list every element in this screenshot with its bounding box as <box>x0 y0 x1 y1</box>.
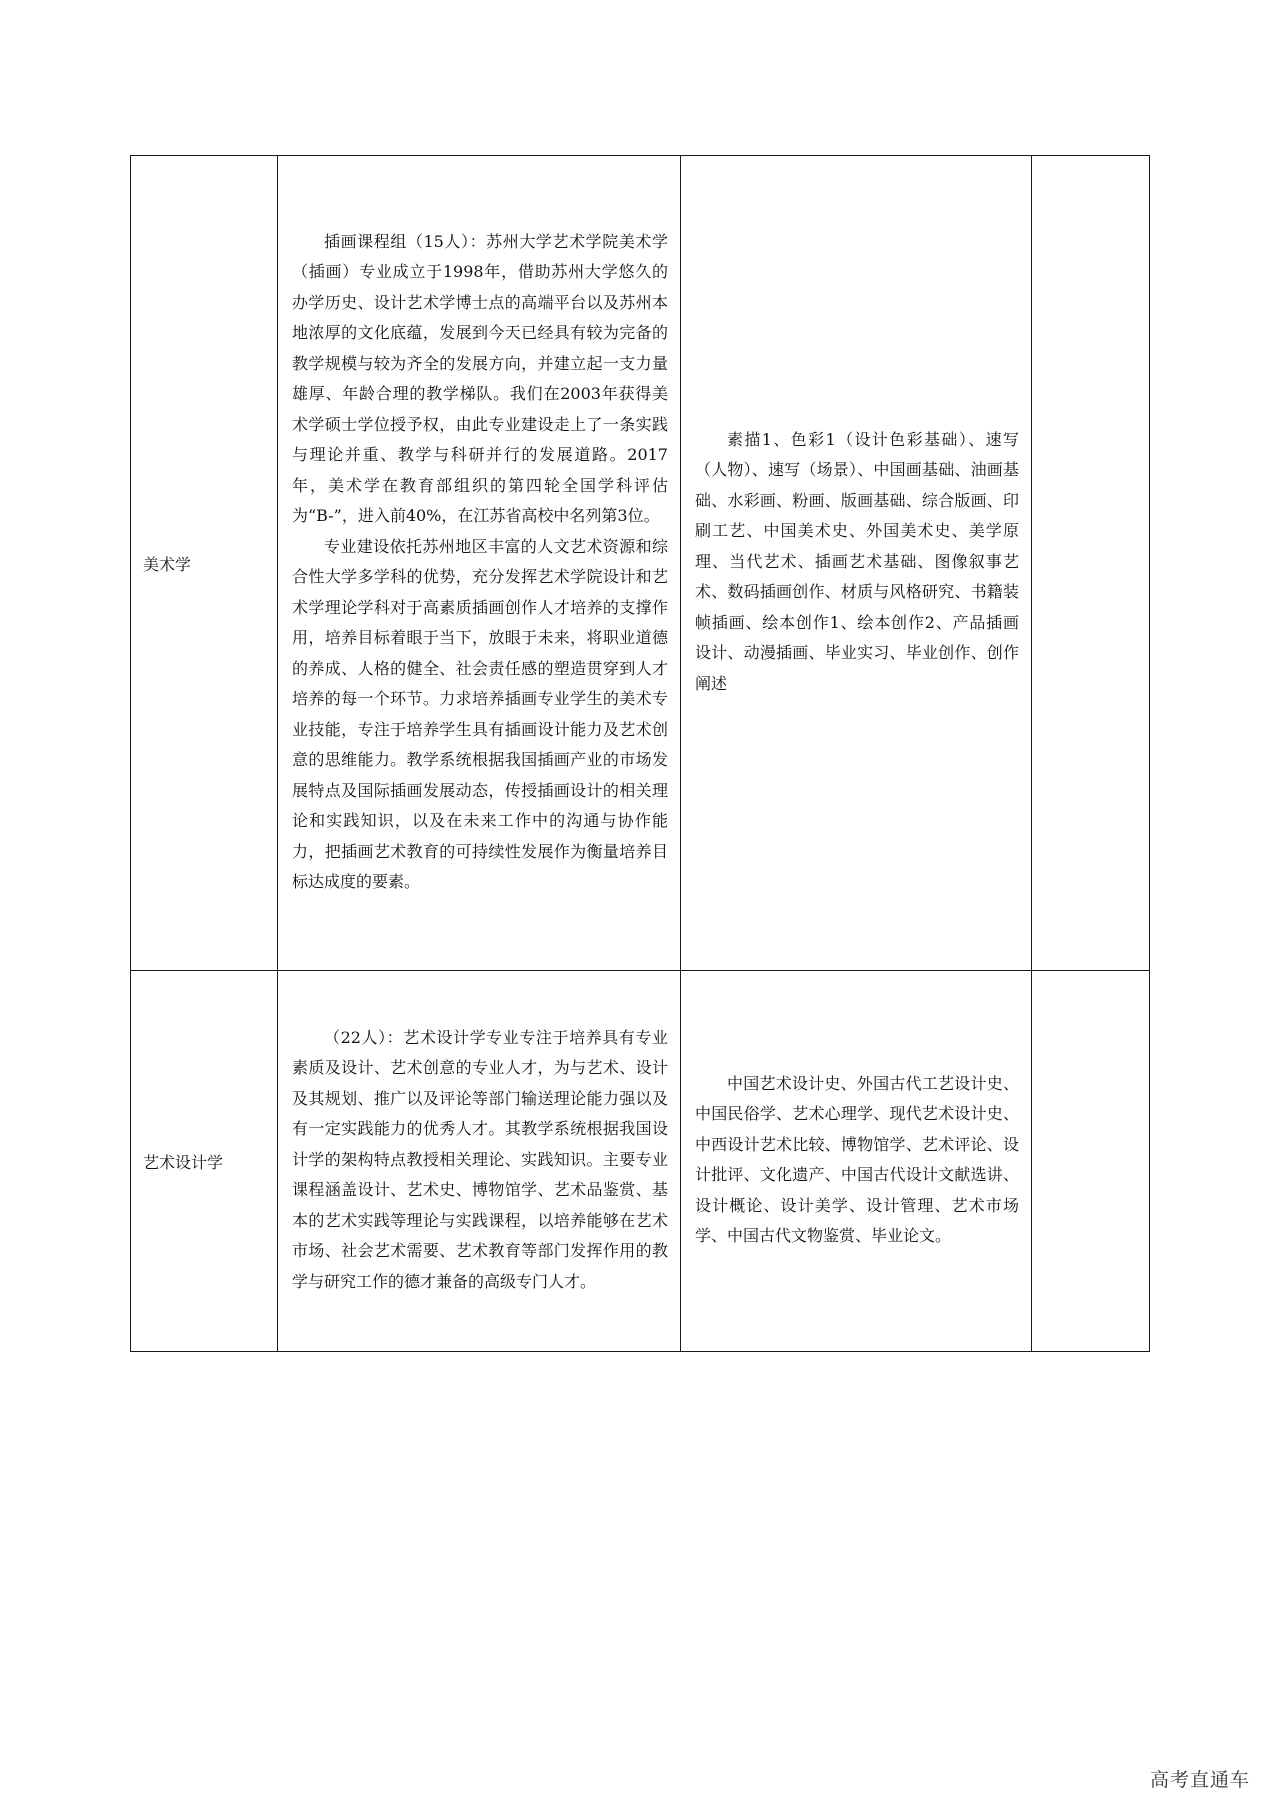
description-paragraph: 专业建设依托苏州地区丰富的人文艺术资源和综合性大学多学科的优势，充分发挥艺术学院设计和艺术学理论学科对于高素质插画创作人才培养的支撑作用，培养目标着眼于当下，放眼于未来，将职业道德的养成、人格的健全、社会责任感的塑造贯穿到人才培养的每一个环节。力求培养插画专业学生的美术专业技能，专注于培养学生具有插画设计能力及艺术创意的思维能力。教学系统根据我国插画产业的市场发展特点及国际插画发展动态，传授插画设计的相关理论和实践知识，以及在未来工作中的沟通与协作能力，把插画艺术教育的可持续性发展作为衡量培养目标达成度的要素。 <box>292 536 668 891</box>
footer-brand: 高考直通车 <box>1149 1769 1250 1791</box>
table-row <box>131 971 1150 1352</box>
description-paragraph: 插画课程组（15人）：苏州大学艺术学院美术学（插画）专业成立于1998年，借助苏州大学悠久的办学历史、设计艺术学博士点的高端平台以及苏州本地浓厚的文化底蕴，发展到今天已经具有较为完备的教学规模与较为齐全的发展方向，并建立起一支力量雄厚、年龄合理的教学梯队。我们在2003年获得美术学硕士学位授予权，由此专业建设走上了一条实践与理论并重、教学与科研并行的发展道路。2017年，美术学在教育部组织的第四轮全国学科评估为“B-”，进入前40%，在江苏省高校中名列第3位。 <box>292 231 668 525</box>
description-paragraph: （22人）：艺术设计学专业专注于培养具有专业素质及设计、艺术创意的专业人才，为与艺术、设计及其规划、推广以及评论等部门输送理论能力强以及有一定实践能力的优秀人才。其教学系统根据我国设计学的架构特点教授相关理论、实践知识。主要专业课程涵盖设计、艺术史、博物馆学、艺术品鉴赏、基本的艺术实践等理论与实践课程，以培养能够在艺术市场、社会艺术需要、艺术教育等部门发挥作用的教学与研究工作的德才兼备的高级专门人才。 <box>292 1027 668 1291</box>
extra-cell <box>1032 971 1150 1352</box>
majors-table <box>130 155 1150 1352</box>
major-name: 美术学 <box>143 554 192 574</box>
major-description-cell <box>278 156 681 971</box>
major-name-cell <box>131 156 278 971</box>
major-courses-cell <box>681 156 1032 971</box>
major-courses-cell <box>681 971 1032 1352</box>
major-name-cell <box>131 971 278 1352</box>
courses-text: 素描1、色彩1（设计色彩基础）、速写（人物）、速写（场景）、中国画基础、油画基础、水彩画、粉画、版画基础、综合版画、印刷工艺、中国美术史、外国美术史、美学原理、当代艺术、插画艺术基础、图像叙事艺术、数码插画创作、材质与风格研究、书籍装帧插画、绘本创作1、绘本创作2、产品插画设计、动漫插画、毕业实习、毕业创作、创作阐述 <box>695 429 1019 693</box>
extra-cell <box>1032 156 1150 971</box>
courses-text: 中国艺术设计史、外国古代工艺设计史、中国民俗学、艺术心理学、现代艺术设计史、中西设计艺术比较、博物馆学、艺术评论、设计批评、文化遗产、中国古代设计文献选讲、设计概论、设计美学、设计管理、艺术市场学、中国古代文物鉴赏、毕业论文。 <box>695 1073 1019 1245</box>
table-row <box>131 156 1150 971</box>
major-description-cell <box>278 971 681 1352</box>
major-name: 艺术设计学 <box>143 1152 224 1172</box>
